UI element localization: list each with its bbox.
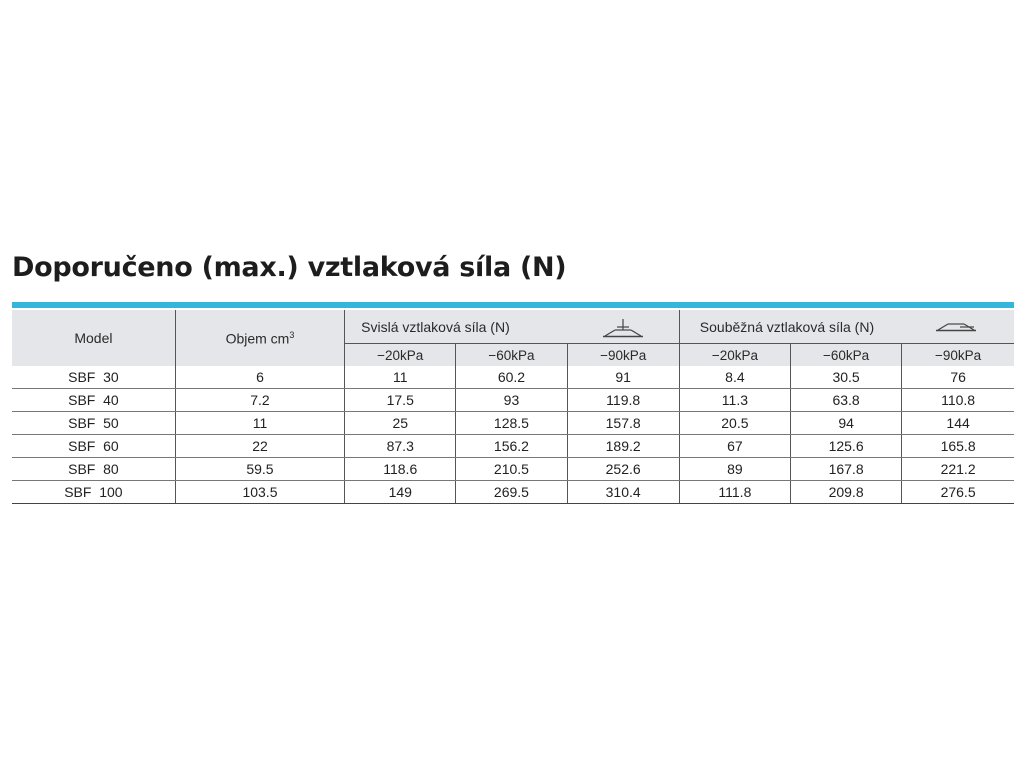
value-cell: 91 [567, 366, 679, 389]
value-cell: 17.5 [345, 389, 456, 412]
model-cell: SBF 80 [12, 458, 175, 481]
value-cell: 11 [345, 366, 456, 389]
model-cell: SBF 30 [12, 366, 175, 389]
value-cell: 189.2 [567, 435, 679, 458]
value-cell: 156.2 [456, 435, 567, 458]
value-cell: 25 [345, 412, 456, 435]
pressure-p1: −20kPa [679, 344, 790, 367]
title-underline [12, 302, 1014, 308]
pressure-p3: −90kPa [902, 344, 1014, 367]
value-cell: 221.2 [902, 458, 1014, 481]
value-cell: 118.6 [345, 458, 456, 481]
value-cell: 59.5 [175, 458, 344, 481]
header-parallel-force: Souběžná vztlaková síla (N) [679, 310, 1014, 344]
value-cell: 167.8 [791, 458, 902, 481]
model-cell: SBF 60 [12, 435, 175, 458]
table-row [12, 458, 1014, 481]
value-cell: 252.6 [567, 458, 679, 481]
table-row [12, 389, 1014, 412]
value-cell: 210.5 [456, 458, 567, 481]
header-model: Model [12, 310, 175, 366]
value-cell: 76 [902, 366, 1014, 389]
value-cell: 310.4 [567, 481, 679, 504]
value-cell: 125.6 [791, 435, 902, 458]
table-row [12, 481, 1014, 504]
page-title: Doporučeno (max.) vztlaková síla (N) [12, 252, 567, 283]
value-cell: 111.8 [679, 481, 790, 504]
value-cell: 30.5 [791, 366, 902, 389]
value-cell: 149 [345, 481, 456, 504]
header-vertical-force: Svislá vztlaková síla (N) [345, 310, 680, 344]
parallel-force-icon [934, 318, 978, 338]
value-cell: 103.5 [175, 481, 344, 504]
model-cell: SBF 50 [12, 412, 175, 435]
pressure-v3: −90kPa [567, 344, 679, 367]
table-row [12, 366, 1014, 389]
value-cell: 269.5 [456, 481, 567, 504]
value-cell: 119.8 [567, 389, 679, 412]
table-row [12, 412, 1014, 435]
value-cell: 60.2 [456, 366, 567, 389]
pressure-p2: −60kPa [791, 344, 902, 367]
value-cell: 63.8 [791, 389, 902, 412]
table-row [12, 435, 1014, 458]
value-cell: 110.8 [902, 389, 1014, 412]
model-cell: SBF 40 [12, 389, 175, 412]
value-cell: 6 [175, 366, 344, 389]
value-cell: 22 [175, 435, 344, 458]
value-cell: 94 [791, 412, 902, 435]
force-table [12, 310, 1014, 504]
value-cell: 165.8 [902, 435, 1014, 458]
value-cell: 67 [679, 435, 790, 458]
value-cell: 11 [175, 412, 344, 435]
table-body [12, 366, 1014, 504]
value-cell: 276.5 [902, 481, 1014, 504]
value-cell: 20.5 [679, 412, 790, 435]
model-cell: SBF 100 [12, 481, 175, 504]
value-cell: 128.5 [456, 412, 567, 435]
value-cell: 11.3 [679, 389, 790, 412]
vertical-force-icon [601, 318, 645, 338]
value-cell: 89 [679, 458, 790, 481]
value-cell: 157.8 [567, 412, 679, 435]
value-cell: 144 [902, 412, 1014, 435]
value-cell: 87.3 [345, 435, 456, 458]
value-cell: 8.4 [679, 366, 790, 389]
pressure-v1: −20kPa [345, 344, 456, 367]
value-cell: 93 [456, 389, 567, 412]
pressure-v2: −60kPa [456, 344, 567, 367]
value-cell: 7.2 [175, 389, 344, 412]
value-cell: 209.8 [791, 481, 902, 504]
header-volume: Objem $cm^3$ [175, 310, 344, 366]
